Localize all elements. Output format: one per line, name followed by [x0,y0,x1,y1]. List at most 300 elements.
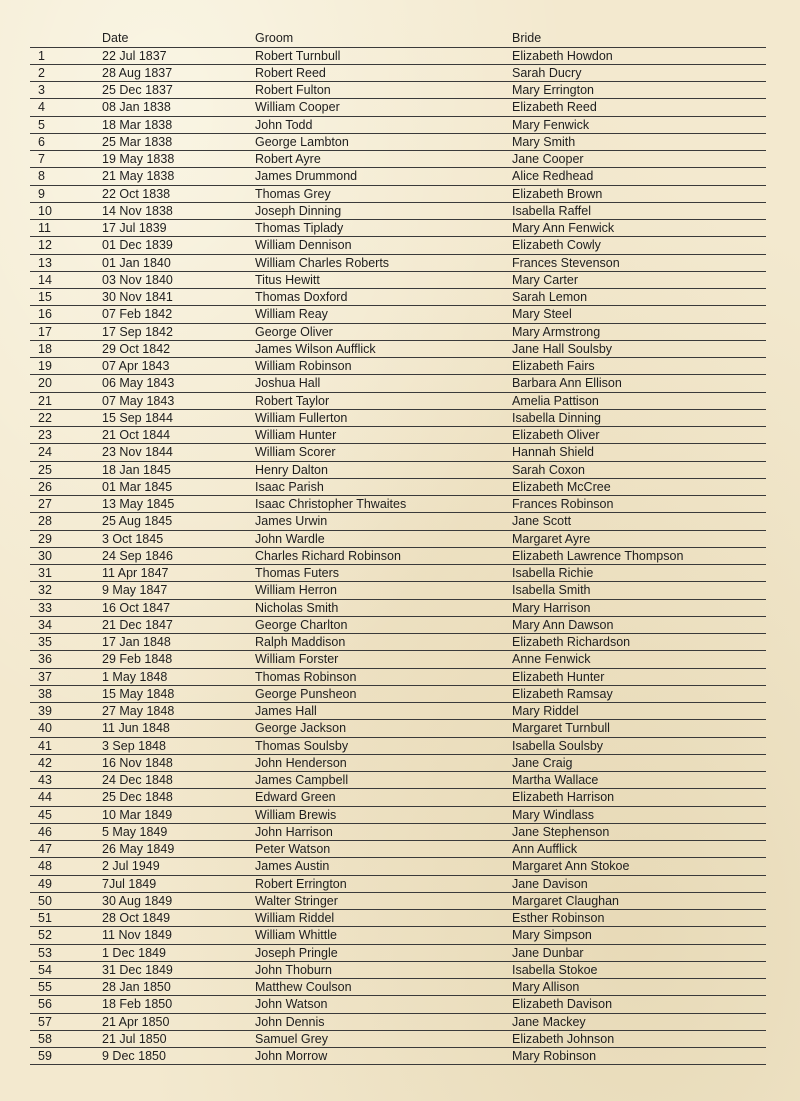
marriage-date: 1 May 1848 [102,669,168,684]
bride-name: Mary Robinson [512,1049,597,1063]
marriage-date: 11 Nov 1849 [102,928,172,943]
entry-number: 26 [38,479,52,494]
entry-number: 22 [38,410,52,425]
entry-number: 33 [38,600,52,615]
marriage-date: 29 Feb 1848 [102,652,173,667]
marriage-date: 27 May 1848 [102,704,175,718]
entry-number: 35 [38,635,52,649]
entry-number: 3 [38,83,45,97]
date-column-header: Date [102,31,129,45]
entry-number: 19 [38,359,52,373]
bride-name: Ann Aufflick [512,842,578,856]
groom-name: Nicholas Smith [255,600,339,615]
marriage-date: 18 Feb 1850 [102,997,173,1012]
marriage-date: 25 Dec 1848 [102,790,173,805]
groom-name: John Harrison [255,824,333,839]
marriage-date: 21 Dec 1847 [102,617,173,632]
bride-name: Elizabeth Harrison [512,790,615,805]
bride-name: Amelia Pattison [512,393,599,408]
bride-name: Isabella Stokoe [512,962,598,977]
marriage-register-table [30,30,766,1065]
entry-number: 53 [38,945,52,960]
marriage-date: 22 Jul 1837 [102,48,167,63]
marriage-date: 9 May 1847 [102,583,168,598]
marriage-date: 30 Aug 1849 [102,893,173,908]
entry-number: 43 [38,773,52,787]
table-row [30,289,766,306]
entry-number: 10 [38,203,52,218]
bride-name: Alice Redhead [512,169,594,184]
groom-name: Charles Richard Robinson [255,548,401,563]
entry-number: 38 [38,686,52,701]
table-row [30,65,766,82]
marriage-date: 17 Jul 1839 [102,221,167,235]
marriage-date: 3 Oct 1845 [102,531,164,546]
entry-number: 45 [38,807,52,822]
table-row [30,686,766,703]
bride-name: Mary Harrison [512,600,591,615]
groom-name: Isaac Parish [255,479,324,494]
table-body [30,48,766,1066]
entry-number: 28 [38,514,52,529]
bride-name: Sarah Ducry [512,65,582,80]
entry-number: 11 [38,221,51,235]
marriage-date: 29 Oct 1842 [102,341,171,356]
marriage-date: 03 Nov 1840 [102,272,173,287]
bride-name: Barbara Ann Ellison [512,376,622,391]
groom-name: William Forster [255,652,339,667]
groom-name: John Thoburn [255,962,332,977]
table-row [30,237,766,254]
table-row [30,375,766,392]
table-row [30,858,766,875]
groom-name: Ralph Maddison [255,635,346,649]
entry-number: 59 [38,1049,52,1063]
entry-number: 14 [38,272,52,287]
bride-name: Jane Davison [512,876,588,891]
bride-name: Jane Stephenson [512,824,610,839]
groom-name: John Watson [255,997,328,1012]
entry-number: 24 [38,445,52,460]
groom-name: George Punsheon [255,686,357,701]
groom-name: James Hall [255,704,317,718]
entry-number: 21 [38,393,52,408]
table-row [30,807,766,824]
bride-name: Margaret Claughan [512,893,620,908]
table-row [30,496,766,513]
marriage-date: 23 Nov 1844 [102,445,173,460]
entry-number: 48 [38,859,52,874]
marriage-date: 25 Mar 1838 [102,134,173,149]
bride-name: Mary Ann Fenwick [512,221,615,235]
table-row [30,669,766,686]
table-row [30,341,766,358]
table-row [30,927,766,944]
entry-number: 4 [38,100,45,115]
entry-number: 31 [38,566,52,580]
groom-name: William Robinson [255,359,352,373]
bride-name: Margaret Ayre [512,531,591,546]
bride-name: Jane Hall Soulsby [512,341,613,356]
groom-name: Robert Ayre [255,152,321,166]
table-row [30,979,766,996]
marriage-date: 21 May 1838 [102,169,175,184]
groom-name: Thomas Futers [255,566,340,580]
bride-name: Mary Simpson [512,928,592,943]
groom-name: John Dennis [255,1014,325,1029]
groom-name: James Campbell [255,773,349,787]
marriage-date: 13 May 1845 [102,497,175,511]
bride-name: Elizabeth Brown [512,186,603,201]
entry-number: 29 [38,531,52,546]
marriage-date: 7Jul 1849 [102,876,157,891]
table-row [30,738,766,755]
bride-name: Margaret Ann Stokoe [512,859,630,874]
entry-number: 50 [38,893,52,908]
marriage-date: 11 Jun 1848 [102,721,170,736]
entry-number: 57 [38,1014,52,1029]
table-row [30,841,766,858]
groom-name: William Scorer [255,445,336,460]
entry-number: 32 [38,583,52,598]
marriage-date: 08 Jan 1838 [102,100,171,115]
marriage-date: 16 Oct 1847 [102,600,171,615]
table-row [30,306,766,323]
bride-name: Elizabeth Johnson [512,1031,615,1046]
entry-number: 54 [38,962,52,977]
entry-number: 2 [38,65,45,80]
marriage-date: 26 May 1849 [102,842,175,856]
groom-name: John Wardle [255,531,325,546]
table-row [30,548,766,565]
marriage-date: 17 Sep 1842 [102,324,173,339]
table-row [30,945,766,962]
entry-number: 34 [38,617,52,632]
table-row [30,479,766,496]
table-row [30,117,766,134]
entry-number: 56 [38,997,52,1012]
marriage-date: 24 Dec 1848 [102,773,173,787]
bride-name: Elizabeth Cowly [512,238,601,253]
table-row [30,393,766,410]
groom-name: William Whittle [255,928,337,943]
table-row [30,755,766,772]
table-row [30,824,766,841]
groom-name: Joseph Pringle [255,945,338,960]
groom-name: Thomas Grey [255,186,331,201]
bride-name: Mary Armstrong [512,324,601,339]
table-row [30,531,766,548]
entry-number: 7 [38,152,45,166]
table-row [30,910,766,927]
entry-number: 5 [38,117,45,132]
entry-number: 12 [38,238,52,253]
groom-name: James Drummond [255,169,358,184]
marriage-date: 22 Oct 1838 [102,186,171,201]
bride-name: Mary Riddel [512,704,579,718]
groom-name: Joshua Hall [255,376,321,391]
groom-name: William Cooper [255,100,340,115]
table-row [30,427,766,444]
bride-name: Elizabeth Fairs [512,359,595,373]
table-header-row [30,30,766,48]
entry-number: 20 [38,376,52,391]
marriage-date: 15 May 1848 [102,686,175,701]
groom-name: Matthew Coulson [255,980,352,994]
bride-name: Jane Craig [512,755,573,770]
marriage-date: 3 Sep 1848 [102,738,166,753]
groom-name: William Herron [255,583,337,598]
groom-name: James Wilson Aufflick [255,341,376,356]
bride-name: Elizabeth Ramsay [512,686,613,701]
groom-name: George Lambton [255,134,349,149]
table-row [30,876,766,893]
groom-name: Edward Green [255,790,336,805]
table-row [30,82,766,99]
bride-name: Mary Windlass [512,807,594,822]
bride-name: Elizabeth McCree [512,479,611,494]
bride-name: Elizabeth Hunter [512,669,605,684]
bride-name: Hannah Shield [512,445,595,460]
bride-name: Elizabeth Reed [512,100,597,115]
entry-number: 1 [38,48,45,63]
bride-name: Mary Carter [512,272,578,287]
table-row [30,462,766,479]
groom-name: George Oliver [255,324,333,339]
table-row [30,565,766,582]
bride-name: Mary Steel [512,307,572,322]
groom-name: John Todd [255,117,313,132]
bride-name: Jane Cooper [512,152,584,166]
marriage-date: 21 Apr 1850 [102,1014,170,1029]
table-row [30,203,766,220]
entry-number: 55 [38,980,52,994]
entry-number: 42 [38,755,52,770]
entry-number: 46 [38,824,52,839]
groom-name: George Charlton [255,617,348,632]
bride-name: Elizabeth Oliver [512,428,600,442]
marriage-date: 10 Mar 1849 [102,807,173,822]
table-row [30,1031,766,1048]
groom-name: Samuel Grey [255,1031,328,1046]
marriage-date: 9 Dec 1850 [102,1049,166,1063]
table-row [30,703,766,720]
groom-name: Joseph Dinning [255,203,342,218]
marriage-date: 28 Jan 1850 [102,980,171,994]
marriage-date: 28 Oct 1849 [102,911,171,925]
bride-name: Jane Mackey [512,1014,586,1029]
marriage-date: 11 Apr 1847 [102,566,169,580]
marriage-date: 31 Dec 1849 [102,962,173,977]
entry-number: 16 [38,307,52,322]
marriage-date: 07 Feb 1842 [102,307,173,322]
groom-name: William Dennison [255,238,352,253]
entry-number: 13 [38,255,52,270]
groom-name: Henry Dalton [255,462,328,477]
marriage-date: 21 Oct 1844 [102,428,171,442]
bride-name: Sarah Coxon [512,462,585,477]
entry-number: 49 [38,876,52,891]
bride-name: Jane Scott [512,514,572,529]
table-row [30,513,766,530]
groom-name: Robert Fulton [255,83,331,97]
entry-number: 37 [38,669,52,684]
entry-number: 27 [38,497,52,511]
entry-number: 44 [38,790,52,805]
marriage-date: 16 Nov 1848 [102,755,173,770]
groom-name: William Charles Roberts [255,255,390,270]
marriage-date: 18 Jan 1845 [102,462,171,477]
groom-name: William Fullerton [255,410,348,425]
entry-number: 15 [38,290,52,304]
table-row [30,186,766,203]
bride-name: Elizabeth Davison [512,997,613,1012]
bride-name: Frances Stevenson [512,255,620,270]
groom-name: George Jackson [255,721,347,736]
groom-name: Robert Turnbull [255,48,341,63]
entry-number: 52 [38,928,52,943]
table-row [30,720,766,737]
table-row [30,634,766,651]
bride-name: Mary Smith [512,134,576,149]
entry-number: 9 [38,186,45,201]
marriage-date: 24 Sep 1846 [102,548,173,563]
entry-number: 41 [38,738,52,753]
bride-name: Margaret Turnbull [512,721,610,736]
entry-number: 18 [38,341,52,356]
entry-number: 40 [38,721,52,736]
groom-name: Titus Hewitt [255,272,320,287]
marriage-date: 21 Jul 1850 [102,1031,167,1046]
bride-name: Mary Errington [512,83,594,97]
marriage-date: 1 Dec 1849 [102,945,166,960]
groom-name: Robert Taylor [255,393,330,408]
marriage-date: 06 May 1843 [102,376,175,391]
bride-name: Sarah Lemon [512,290,588,304]
marriage-date: 30 Nov 1841 [102,290,173,304]
marriage-date: 18 Mar 1838 [102,117,173,132]
groom-name: James Austin [255,859,330,874]
bride-column-header: Bride [512,31,542,45]
table-row [30,651,766,668]
table-row [30,48,766,65]
table-row [30,255,766,272]
marriage-date: 17 Jan 1848 [102,635,171,649]
entry-number: 8 [38,169,45,184]
table-row [30,358,766,375]
bride-name: Isabella Richie [512,566,594,580]
groom-name: William Riddel [255,911,335,925]
entry-number: 6 [38,134,45,149]
groom-name: Robert Reed [255,65,326,80]
marriage-date: 01 Mar 1845 [102,479,173,494]
marriage-date: 07 Apr 1843 [102,359,170,373]
groom-name: Thomas Soulsby [255,738,349,753]
bride-name: Martha Wallace [512,773,599,787]
groom-name: Thomas Doxford [255,290,348,304]
bride-name: Isabella Smith [512,583,591,598]
marriage-date: 25 Dec 1837 [102,83,173,97]
marriage-date: 28 Aug 1837 [102,65,173,80]
bride-name: Jane Dunbar [512,945,584,960]
table-row [30,893,766,910]
entry-number: 36 [38,652,52,667]
table-row [30,1048,766,1065]
table-row [30,1014,766,1031]
groom-name: William Reay [255,307,328,322]
table-row [30,444,766,461]
bride-name: Isabella Raffel [512,203,591,218]
entry-number: 47 [38,842,52,856]
groom-column-header: Groom [255,31,294,45]
groom-name: Isaac Christopher Thwaites [255,497,407,511]
bride-name: Mary Allison [512,980,580,994]
table-row [30,324,766,341]
groom-name: John Henderson [255,755,347,770]
marriage-date: 2 Jul 1949 [102,859,160,874]
entry-number: 30 [38,548,52,563]
entry-number: 25 [38,462,52,477]
bride-name: Frances Robinson [512,497,614,511]
groom-name: Peter Watson [255,842,331,856]
table-row [30,962,766,979]
bride-name: Elizabeth Lawrence Thompson [512,548,684,563]
table-row [30,272,766,289]
groom-name: Robert Errington [255,876,347,891]
marriage-date: 01 Jan 1840 [102,255,171,270]
bride-name: Esther Robinson [512,911,605,925]
table-row [30,617,766,634]
groom-name: Thomas Robinson [255,669,357,684]
table-row [30,996,766,1013]
bride-name: Elizabeth Richardson [512,635,631,649]
entry-number: 51 [38,911,52,925]
marriage-date: 5 May 1849 [102,824,168,839]
table-row [30,151,766,168]
groom-name: William Hunter [255,428,337,442]
table-row [30,600,766,617]
entry-number: 58 [38,1031,52,1046]
groom-name: Thomas Tiplady [255,221,344,235]
groom-name: James Urwin [255,514,328,529]
bride-name: Isabella Dinning [512,410,601,425]
marriage-date: 14 Nov 1838 [102,203,173,218]
marriage-date: 01 Dec 1839 [102,238,173,253]
marriage-date: 25 Aug 1845 [102,514,173,529]
groom-name: John Morrow [255,1049,328,1063]
groom-name: Walter Stringer [255,893,338,908]
marriage-date: 15 Sep 1844 [102,410,173,425]
bride-name: Anne Fenwick [512,652,591,667]
bride-name: Mary Fenwick [512,117,590,132]
entry-number: 17 [38,324,52,339]
bride-name: Elizabeth Howdon [512,48,613,63]
entry-number: 23 [38,428,52,442]
table-row [30,168,766,185]
bride-name: Isabella Soulsby [512,738,604,753]
bride-name: Mary Ann Dawson [512,617,614,632]
marriage-date: 07 May 1843 [102,393,175,408]
table-row [30,134,766,151]
table-row [30,220,766,237]
table-row [30,99,766,116]
marriage-date: 19 May 1838 [102,152,175,166]
table-row [30,582,766,599]
table-row [30,789,766,806]
table-row [30,772,766,789]
groom-name: William Brewis [255,807,337,822]
table-row [30,410,766,427]
